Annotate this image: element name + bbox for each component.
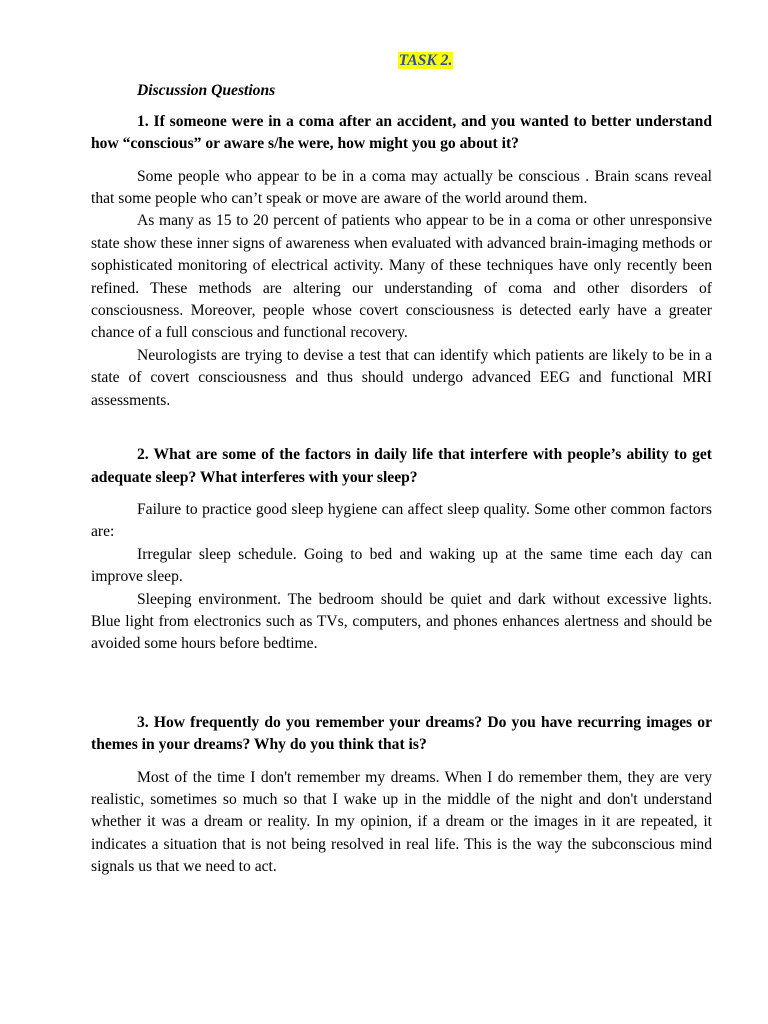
question-section-1 xyxy=(91,111,712,412)
question-3: 3. How frequently do you remember your dreams? Do you have recurring images or themes in your dreams? Why do you think that is? xyxy=(91,713,712,754)
answer-1-paragraph-3: Neurologists are trying to devise a test that can identify which patients are likely to be in a state of covert consciousness and thus should undergo advanced EEG and functional MRI assessments. xyxy=(91,346,712,409)
answer-2-paragraph-2: Irregular sleep schedule. Going to bed and waking up at the same time each day can improve sleep. xyxy=(91,545,712,586)
task-title xyxy=(91,50,712,72)
section-spacer xyxy=(91,690,712,712)
answer-1-paragraph-2: As many as 15 to 20 percent of patients who appear to be in a coma or other unresponsive state show these inner signs of awareness when evaluated with advanced brain-imaging methods or sophisticated monitoring of electrical activity. Many of these techniques have only recently been refined. These methods are altering our understanding of coma and other disorders of consciousness. Moreover, people whose covert consciousness is detected early have a greater chance of a full conscious and functional recovery. xyxy=(91,212,712,342)
task-title-highlight: TASK 2. xyxy=(398,52,453,69)
answer-2-paragraph-1: Failure to practice good sleep hygiene can affect sleep quality. Some other common factors are: xyxy=(91,500,712,541)
section-spacer xyxy=(91,656,712,690)
section-spacer xyxy=(91,412,712,444)
discussion-heading: Discussion Questions xyxy=(137,82,276,100)
answer-2-paragraph-3: Sleeping environment. The bedroom should be quiet and dark without excessive lights. Blue light from electronics such as TVs, computers, and phones enhances alertness and should be avoided some hours before bedtime. xyxy=(91,590,712,653)
question-section-3 xyxy=(91,712,712,879)
answer-1-paragraph-1: Some people who appear to be in a coma may actually be conscious . Brain scans reveal that some people who can’t speak or move are aware of the world around them. xyxy=(91,167,712,208)
document-page xyxy=(91,50,712,879)
answer-3-paragraph-1: Most of the time I don't remember my dreams. When I do remember them, they are very realistic, sometimes so much so that I wake up in the middle of the night and don't understand whether it was a dream or reality. In my opinion, if a dream or the images in it are repeated, it indicates a situation that is not being resolved in real life. This is the way the subconscious mind signals us that we need to act. xyxy=(91,768,712,876)
question-2: 2. What are some of the factors in daily life that interfere with people’s ability to get adequate sleep? What interferes with your sleep? xyxy=(91,446,712,486)
question-section-2 xyxy=(91,444,712,656)
question-1: 1. If someone were in a coma after an accident, and you wanted to better understand how “conscious” or aware s/he were, how might you go about it? xyxy=(91,112,712,153)
